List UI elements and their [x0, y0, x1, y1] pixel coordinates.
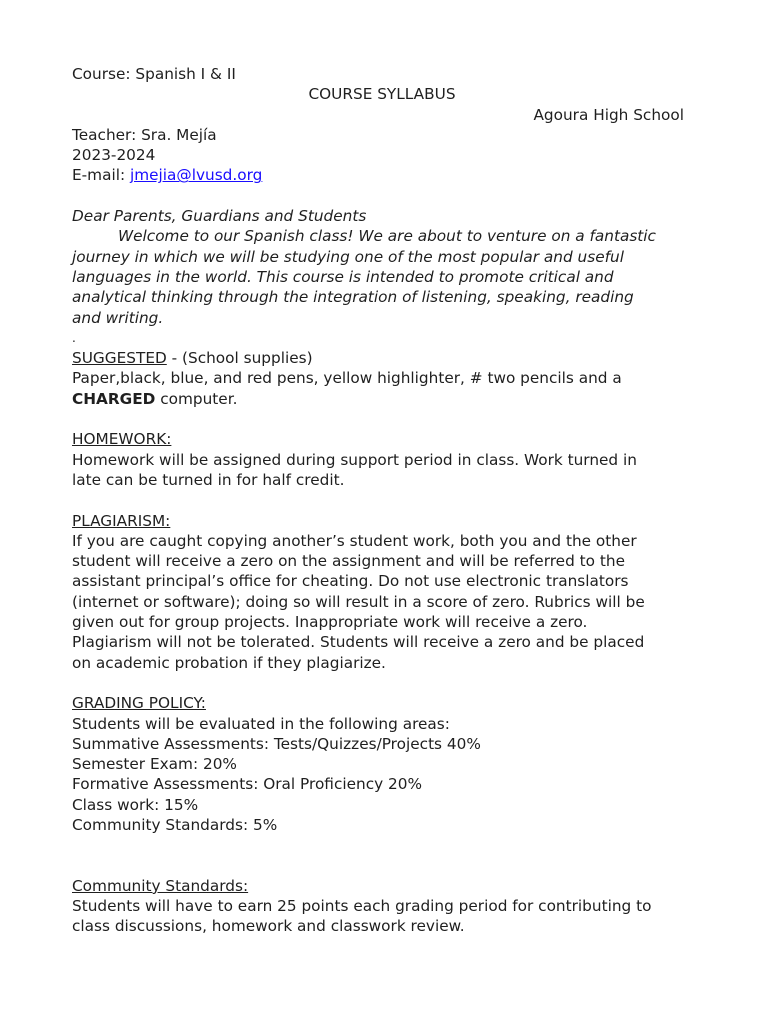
grading-heading: GRADING POLICY: [72, 694, 206, 713]
suggested-line [72, 389, 692, 409]
homework-line: late can be turned in for half credit. [72, 470, 345, 489]
stray-dot: . [72, 330, 76, 345]
plagiarism-line: given out for group projects. Inappropriate work will receive a zero. [72, 613, 588, 632]
school-name: Agoura High School [533, 105, 684, 124]
teacher-line: Teacher: Sra. Mejía [72, 125, 217, 144]
spacer [72, 490, 692, 510]
plagiarism-heading-line [72, 511, 692, 531]
suggested-heading-line [72, 348, 692, 368]
community-heading: Community Standards: [72, 876, 249, 895]
spacer [72, 186, 692, 206]
plagiarism-line: assistant principal’s office for cheating. Do not use electronic translators [72, 572, 629, 591]
grading-line: Semester Exam: 20% [72, 755, 237, 774]
school-year: 2023-2024 [72, 146, 156, 165]
homework-line: Homework will be assigned during support period in class. Work turned in [72, 450, 637, 469]
plagiarism-line: on academic probation if they plagiarize. [72, 653, 386, 672]
grading-line: Formative Assessments: Oral Proficiency 20% [72, 775, 423, 794]
spacer [72, 409, 692, 429]
charged-bold: CHARGED [72, 389, 156, 408]
suggested-line-rest: computer. [155, 389, 238, 408]
document-title: COURSE SYLLABUS [308, 85, 456, 104]
community-line: Students will have to earn 25 points each grading period for contributing to [72, 897, 652, 916]
spacer [72, 673, 692, 693]
community-heading-line [72, 876, 692, 896]
homework-heading: HOMEWORK: [72, 430, 172, 449]
suggested-heading: SUGGESTED [72, 349, 167, 368]
plagiarism-line: Plagiarism will not be tolerated. Students will receive a zero and be placed [72, 633, 645, 652]
grading-line: Community Standards: 5% [72, 815, 278, 834]
plagiarism-line: If you are caught copying another’s student work, both you and the other [72, 531, 637, 550]
syllabus-page [72, 64, 692, 937]
email-line [72, 165, 692, 185]
plagiarism-line: (internet or software); doing so will result in a score of zero. Rubrics will be [72, 592, 645, 611]
intro-line: journey in which we will be studying one of the most popular and useful [72, 247, 624, 266]
email-label: E-mail: [72, 166, 130, 185]
suggested-line: Paper,black, blue, and red pens, yellow highlighter, # two pencils and a [72, 369, 622, 388]
suggested-suffix: - (School supplies) [166, 349, 313, 368]
plagiarism-heading: PLAGIARISM: [72, 511, 171, 530]
grading-line: Class work: 15% [72, 795, 199, 814]
spacer [72, 835, 692, 855]
intro-line: Welcome to our Spanish class! We are about to venture on a fantastic [118, 227, 656, 246]
email-link[interactable]: jmejia@lvusd.org [129, 166, 263, 185]
course-line: Course: Spanish I & II [72, 65, 236, 83]
spacer [72, 856, 692, 876]
community-line: class discussions, homework and classwork review. [72, 917, 465, 936]
grading-line: Students will be evaluated in the following areas: [72, 714, 450, 733]
grading-heading-line [72, 693, 692, 713]
intro-line: languages in the world. This course is intended to promote critical and [72, 267, 614, 286]
homework-heading-line [72, 429, 692, 449]
intro-line: analytical thinking through the integration of listening, speaking, reading [72, 288, 634, 307]
grading-line: Summative Assessments: Tests/Quizzes/Projects 40% [72, 734, 481, 753]
greeting: Dear Parents, Guardians and Students [72, 207, 367, 226]
plagiarism-line: student will receive a zero on the assignment and will be referred to the [72, 552, 625, 571]
intro-line: and writing. [72, 308, 164, 327]
